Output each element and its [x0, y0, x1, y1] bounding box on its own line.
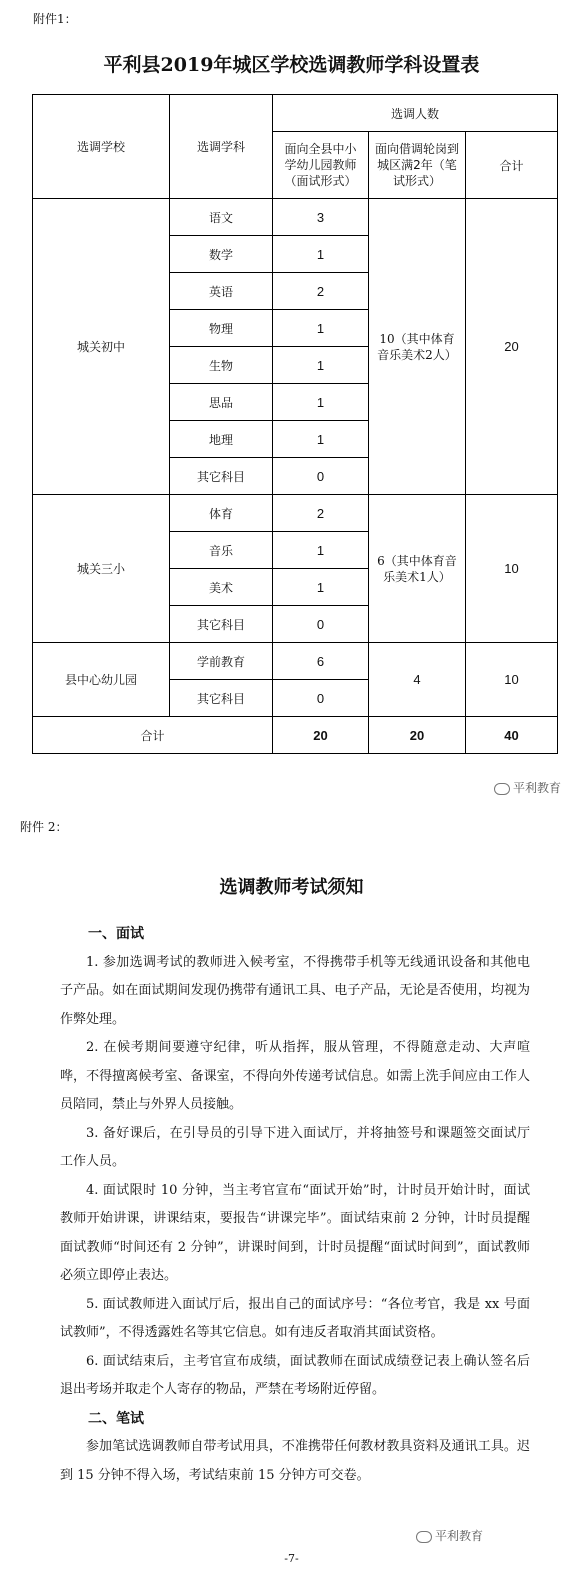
subject-cell: 其它科目: [170, 606, 273, 643]
interview-cell: 1: [273, 347, 369, 384]
school-cell: 城关三小: [33, 495, 170, 643]
notice-title: 选调教师考试须知: [219, 877, 364, 898]
subject-cell: 生物: [170, 347, 273, 384]
written-cell: 6（其中体育音乐美术1人）: [369, 495, 466, 643]
subject-cell: 音乐: [170, 532, 273, 569]
school-cell: 县中心幼儿园: [33, 643, 170, 717]
paragraph: 参加笔试选调教师自带考试用具，不准携带任何教材教具资料及通讯工具。迟到 15 分钟不得入场，考试结束前 15 分钟方可交卷。: [60, 1439, 530, 1483]
paragraph: 2. 在候考期间要遵守纪律，听从指挥，服从管理，不得随意走动、大声喧哗，不得擅离候考室、备课室，不得向外传递考试信息。如需上洗手间应由工作人员陪同，禁止与外界人员接触。: [60, 1040, 530, 1112]
total-cell: 10: [466, 495, 558, 643]
interview-cell: 0: [273, 606, 369, 643]
subject-table: [32, 94, 558, 754]
subject-cell: 其它科目: [170, 458, 273, 495]
watermark: [494, 779, 561, 796]
subject-cell: 英语: [170, 273, 273, 310]
subject-cell: 美术: [170, 569, 273, 606]
footer-label: 合计: [33, 717, 273, 754]
interview-cell: 1: [273, 310, 369, 347]
interview-cell: 6: [273, 643, 369, 680]
table-row: [33, 643, 558, 680]
subject-cell: 语文: [170, 199, 273, 236]
table-total-row: [33, 717, 558, 754]
section-heading: 二、笔试: [88, 1410, 144, 1427]
interview-cell: 1: [273, 421, 369, 458]
watermark-text: 平利教育: [435, 1529, 484, 1543]
interview-cell: 3: [273, 199, 369, 236]
table-title: 平利县2019年城区学校选调教师学科设置表: [103, 54, 480, 76]
interview-cell: 0: [273, 680, 369, 717]
subject-cell: 思品: [170, 384, 273, 421]
total-cell: 20: [466, 199, 558, 495]
header-written: 面向借调轮岗到城区满2年（笔试形式）: [369, 132, 466, 199]
subject-cell: 其它科目: [170, 680, 273, 717]
header-subject: 选调学科: [170, 95, 273, 199]
written-cell: 4: [369, 643, 466, 717]
paragraph: 4. 面试限时 10 分钟，当主考官宣布“面试开始”时，计时员开始计时，面试教师开始讲课，讲课结束，要报告“讲课完毕”。面试结束前 2 分钟，计时员提醒面试教师“时间还有 2 分钟”，讲课时间到，计时员提醒“面试时间到”，面试教师必须立即停止表达。: [60, 1182, 530, 1283]
section-heading: 一、面试: [88, 926, 144, 942]
page-number: -7-: [284, 1552, 299, 1565]
annex-2-label: 附件 2：: [20, 820, 68, 834]
subject-cell: 学前教育: [170, 643, 273, 680]
watermark-bottom: [416, 1527, 483, 1544]
table-row: [33, 495, 558, 532]
header-total: 合计: [466, 132, 558, 199]
paragraph: 1. 参加选调考试的教师进入候考室，不得携带手机等无线通讯设备和其他电子产品。如在面试期间发现仍携带有通讯工具、电子产品，无论是否使用，均视为作弊处理。: [60, 954, 530, 1027]
school-cell: 城关初中: [33, 199, 170, 495]
subject-cell: 物理: [170, 310, 273, 347]
annex-1-label: 附件1：: [33, 12, 77, 26]
written-cell: 10（其中体育音乐美术2人）: [369, 199, 466, 495]
header-school: 选调学校: [33, 95, 170, 199]
wechat-icon: [416, 1531, 432, 1543]
header-count: 选调人数: [273, 95, 558, 132]
total-cell: 10: [466, 643, 558, 717]
interview-cell: 1: [273, 384, 369, 421]
subject-cell: 数学: [170, 236, 273, 273]
interview-cell: 2: [273, 273, 369, 310]
subject-cell: 体育: [170, 495, 273, 532]
paragraph: 3. 备好课后，在引导员的引导下进入面试厅，并将抽签号和课题签交面试厅工作人员。: [60, 1125, 530, 1169]
notice-body: [60, 920, 530, 1490]
watermark-text: 平利教育: [513, 781, 562, 795]
interview-cell: 0: [273, 458, 369, 495]
interview-cell: 1: [273, 236, 369, 273]
header-interview: 面向全县中小学幼儿园教师（面试形式）: [273, 132, 369, 199]
footer-interview: 20: [273, 717, 369, 754]
interview-cell: 1: [273, 532, 369, 569]
wechat-icon: [494, 783, 510, 795]
table-row: [33, 199, 558, 236]
footer-written: 20: [369, 717, 466, 754]
interview-cell: 1: [273, 569, 369, 606]
paragraph: 5. 面试教师进入面试厅后，报出自己的面试序号：“各位考官，我是 xx 号面试教师”，不得透露姓名等其它信息。如有违反者取消其面试资格。: [60, 1296, 530, 1340]
paragraph: 6. 面试结束后，主考官宣布成绩，面试教师在面试成绩登记表上确认签名后退出考场并取走个人寄存的物品，严禁在考场附近停留。: [60, 1353, 530, 1397]
footer-total: 40: [466, 717, 558, 754]
subject-cell: 地理: [170, 421, 273, 458]
interview-cell: 2: [273, 495, 369, 532]
